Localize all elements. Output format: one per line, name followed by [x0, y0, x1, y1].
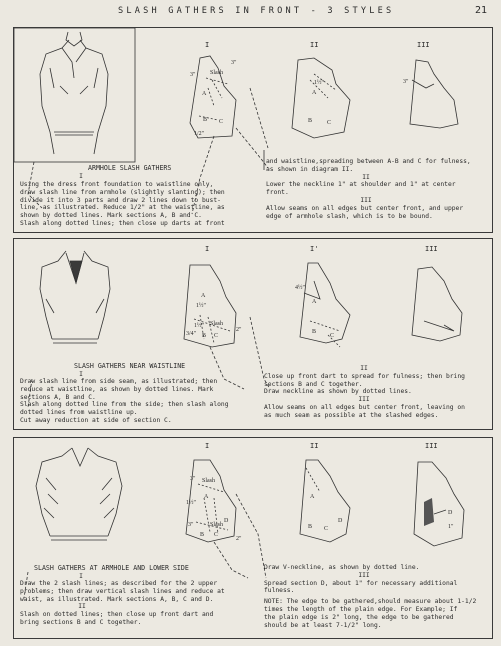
page-number: 21 [474, 5, 487, 16]
measure-label: 3/4" [186, 331, 197, 337]
measure-label: 1/2" [194, 131, 205, 137]
section-b-label: B [308, 524, 313, 530]
section-c-label: C [214, 532, 219, 538]
measure-label: 4½" [295, 285, 305, 291]
panel-3-diagram-label-1: I [205, 442, 210, 450]
page-title: SLASH GATHERS IN FRONT - 3 STYLES [118, 6, 395, 16]
page-header [0, 4, 501, 20]
section-a-label: A [202, 91, 207, 97]
pattern-2-II [300, 263, 350, 343]
section-b-label: B [308, 118, 313, 124]
section-a-label: A [312, 299, 317, 305]
step-number: I [79, 573, 83, 580]
measure-label: 3" [403, 79, 409, 85]
pattern-1-I [190, 56, 236, 138]
pattern-1-II [292, 58, 350, 138]
pattern-2-III [412, 267, 462, 341]
measure-label: 3" [188, 522, 194, 528]
pattern-1-III [410, 60, 458, 128]
step-number: I [79, 173, 83, 180]
slash-label: Slash [210, 522, 224, 528]
measure-label: 3" [190, 476, 196, 482]
panel-3-right-text: Draw V-neckline, as shown by dotted line. III Spread section D, about 1" for necessary additional fulness. NOTE: The edge to be gathered,should measure about 1-1/2 times the length of the plain edge. For Example; If the plain edge is 2" long, the edge to be gathered should be at least 7-1/2" long. [264, 564, 477, 629]
section-b-label: B [202, 333, 207, 339]
panel-2-right-text: II Close up front dart to spread for fulness; then bring sections B and C together. Draw neckline as shown by dotted lines. III Allow seams on all edges but center front, leaving on as much seam as possible at the slashed edges. [264, 365, 465, 419]
panel-1-left-text: Using the dress front foundation to waistline only, draw slash line from armhole (slightly slanting); then divide it into 3 parts and draw 2 lines down to bust- line, as illustrated. Reduce 1/2" at the waistline, as shown by dotted lines. Mark sections A, B and C. Slash along dotted lines; then close up darts at front [20, 181, 225, 227]
section-a-label: A [310, 494, 315, 500]
panel-1-diagram-label-2: II [310, 41, 319, 49]
panel-waistline-slash [13, 238, 493, 430]
panel-3-left-text: Draw the 2 slash lines; as described for the 2 upper problems; then draw vertical slash lines and reduce at waist, as illustrated. Mark sections A, B, C and D. II Slash on dotted lines; then close up front dart and bring sections B and C together. [20, 580, 225, 626]
panel-1-right-text: and waistline,spreading between A-B and C for fulness, as shown in diagram II. II Lower the neckline 1" at shoulder and 1" at center front. III Allow seams on all edges but center front, and upper edge of armhole slash, which is to be bound. [266, 158, 471, 220]
measure-label: 1½" [196, 303, 206, 309]
section-b-label: B [203, 117, 208, 123]
panel-2-diagram-label-1: I [205, 245, 210, 253]
panel-1-title: ARMHOLE SLASH GATHERS [88, 164, 172, 172]
section-c-label: C [327, 120, 332, 126]
measure-label: 1" [448, 524, 454, 530]
panel-3-diagram-label-2: II [310, 442, 319, 450]
section-b-label: B [200, 532, 205, 538]
section-a-label: A [204, 494, 209, 500]
panel-1-diagram-label-1: I [205, 41, 210, 49]
section-d-label: D [338, 518, 343, 524]
panel-2-diagram-label-2: I' [310, 245, 319, 253]
panel-3-diagram-label-3: III [425, 442, 438, 450]
step-number: I [79, 371, 83, 378]
measure-label: 1½" [314, 80, 324, 86]
section-a-label: A [201, 293, 206, 299]
section-d-label: D [448, 510, 453, 516]
slash-label: Slash [210, 70, 224, 76]
section-c-label: C [330, 333, 335, 339]
panel-2-title: SLASH GATHERS NEAR WAISTLINE [74, 362, 186, 370]
panel-armhole-slash [13, 27, 493, 233]
section-a-label: A [312, 90, 317, 96]
dress-sketch [36, 448, 122, 540]
section-c-label: C [214, 333, 219, 339]
measure-label: 3" [231, 60, 237, 66]
measure-label: 2" [236, 536, 242, 542]
slash-label: Slash [210, 321, 224, 327]
section-d-label: D [224, 518, 229, 524]
measure-label: 2" [236, 327, 242, 333]
dress-sketch [40, 40, 108, 154]
section-c-label: C [324, 526, 329, 532]
measure-label: 1½" [186, 500, 196, 506]
panel-2-diagram-label-3: III [425, 245, 438, 253]
section-b-label: B [312, 329, 317, 335]
panel-1-diagram-label-3: III [417, 41, 430, 49]
slash-label: Slash [202, 478, 216, 484]
panel-armhole-lower-side [13, 437, 493, 639]
panel-2-left-text: Draw slash line from side seam, as illustrated; then reduce at waistline, as shown by dotted lines. Mark sections A, B and C. Slash along dotted line from the side; then slash along dotted lines from waistline up. Cut away reduction at side of section C. [20, 378, 229, 424]
measure-label: 3" [190, 72, 196, 78]
measure-label: 1½" [194, 323, 204, 329]
section-c-label: C [219, 119, 224, 125]
panel-3-title: SLASH GATHERS AT ARMHOLE AND LOWER SIDE [34, 564, 189, 572]
dress-thumbnail-frame [14, 28, 135, 162]
pattern-3-III [414, 462, 464, 546]
